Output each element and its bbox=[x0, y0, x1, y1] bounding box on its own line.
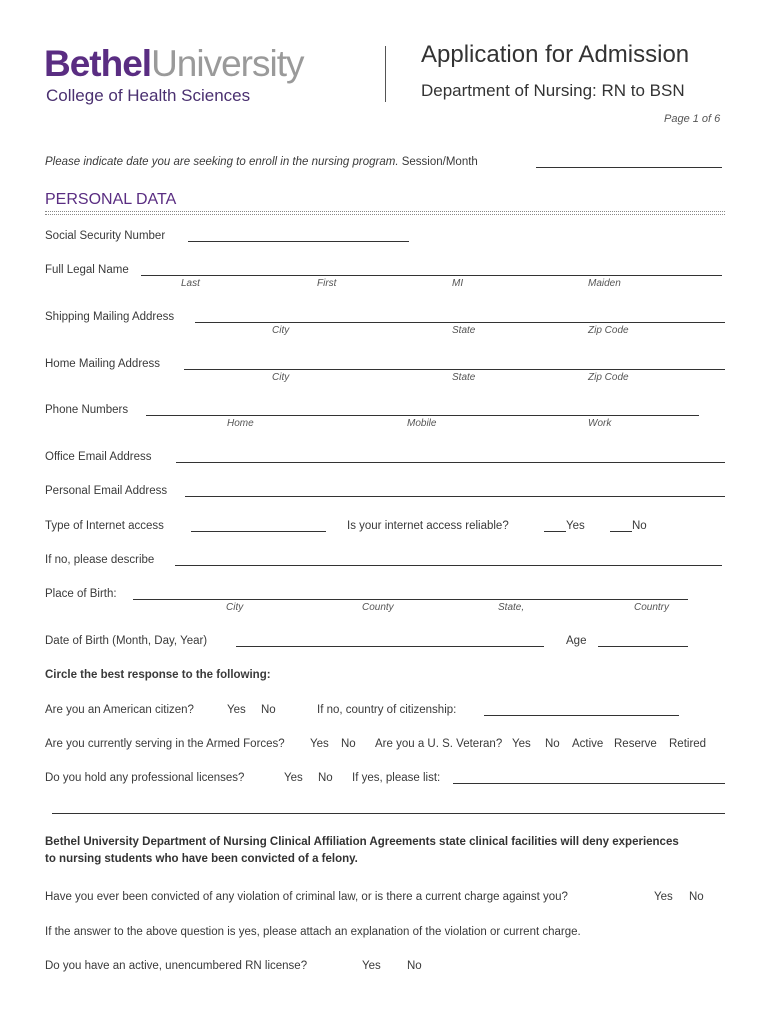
dob-label: Date of Birth (Month, Day, Year) bbox=[45, 635, 208, 647]
reliable-no-blank[interactable] bbox=[610, 531, 632, 532]
ssn-label: Social Security Number bbox=[45, 230, 166, 242]
logo-subtitle: College of Health Sciences bbox=[46, 86, 251, 105]
attach-instruction: If the answer to the above question is yes, please attach an explanation of the violation or current charge. bbox=[45, 926, 581, 938]
rn-yes[interactable]: Yes bbox=[362, 960, 381, 972]
full-name-field[interactable] bbox=[141, 275, 722, 276]
session-month-field[interactable] bbox=[536, 167, 722, 168]
sub-country: Country bbox=[634, 602, 670, 613]
reliable-no-label: No bbox=[632, 520, 647, 532]
phones-field[interactable] bbox=[146, 415, 699, 416]
logo-university: University bbox=[151, 43, 304, 84]
birth-place-field[interactable] bbox=[133, 599, 688, 600]
section-title: PERSONAL DATA bbox=[45, 191, 177, 208]
circle-heading: Circle the best response to the following: bbox=[45, 669, 271, 681]
armed-question: Are you currently serving in the Armed Forces? bbox=[45, 738, 285, 750]
sub-maiden: Maiden bbox=[588, 278, 621, 289]
citizen-no[interactable]: No bbox=[261, 704, 276, 716]
shipping-label: Shipping Mailing Address bbox=[45, 311, 175, 323]
licenses-list-field[interactable] bbox=[453, 783, 725, 784]
sub-mobile: Mobile bbox=[407, 418, 437, 429]
sub-first: First bbox=[317, 278, 337, 289]
page-title: Application for Admission bbox=[421, 41, 690, 68]
sub-state: State bbox=[452, 325, 476, 336]
session-month-label: Session/Month bbox=[401, 156, 478, 168]
sub-home: Home bbox=[227, 418, 254, 429]
licenses-yes[interactable]: Yes bbox=[284, 772, 303, 784]
sub-last: Last bbox=[181, 278, 200, 289]
page-subtitle: Department of Nursing: RN to BSN bbox=[421, 81, 685, 100]
convicted-yes[interactable]: Yes bbox=[654, 891, 673, 903]
licenses-list-field-2[interactable] bbox=[52, 813, 725, 814]
personal-email-label: Personal Email Address bbox=[45, 485, 168, 497]
ssn-field[interactable] bbox=[188, 241, 409, 242]
home-mail-field[interactable] bbox=[184, 369, 725, 370]
enroll-intro-text: Please indicate date you are seeking to enroll in the nursing program. bbox=[45, 156, 399, 168]
reliable-yes-label: Yes bbox=[566, 520, 585, 532]
licenses-no[interactable]: No bbox=[318, 772, 333, 784]
sub-state: State, bbox=[498, 602, 525, 613]
logo bbox=[44, 44, 304, 92]
shipping-field[interactable] bbox=[195, 322, 725, 323]
citizenship-field[interactable] bbox=[484, 715, 679, 716]
rn-no[interactable]: No bbox=[407, 960, 422, 972]
personal-email-field[interactable] bbox=[185, 496, 725, 497]
office-email-field[interactable] bbox=[176, 462, 725, 463]
citizen-question: Are you an American citizen? bbox=[45, 704, 194, 716]
describe-label: If no, please describe bbox=[45, 554, 155, 566]
sub-state: State bbox=[452, 372, 476, 383]
internet-type-field[interactable] bbox=[191, 531, 326, 532]
status-reserve[interactable]: Reserve bbox=[614, 738, 657, 750]
armed-no[interactable]: No bbox=[341, 738, 356, 750]
sub-mi: MI bbox=[452, 278, 464, 289]
veteran-yes[interactable]: Yes bbox=[512, 738, 531, 750]
age-field[interactable] bbox=[598, 646, 688, 647]
citizen-yes[interactable]: Yes bbox=[227, 704, 246, 716]
describe-field[interactable] bbox=[175, 565, 722, 566]
rn-question: Do you have an active, unencumbered RN license? bbox=[45, 960, 308, 972]
header-divider bbox=[385, 46, 386, 102]
phones-label: Phone Numbers bbox=[45, 404, 129, 416]
full-name-label: Full Legal Name bbox=[45, 264, 129, 276]
internet-type-label: Type of Internet access bbox=[45, 520, 164, 532]
status-retired[interactable]: Retired bbox=[669, 738, 707, 750]
sub-county: County bbox=[362, 602, 394, 613]
sub-city: City bbox=[272, 372, 290, 383]
veteran-question: Are you a U. S. Veteran? bbox=[375, 738, 503, 750]
sub-work: Work bbox=[588, 418, 612, 429]
enroll-intro bbox=[45, 156, 478, 168]
veteran-no[interactable]: No bbox=[545, 738, 560, 750]
dob-field[interactable] bbox=[236, 646, 544, 647]
section-rule bbox=[45, 211, 725, 215]
sub-zip: Zip Code bbox=[588, 325, 629, 336]
home-mail-label: Home Mailing Address bbox=[45, 358, 161, 370]
convicted-no[interactable]: No bbox=[689, 891, 704, 903]
felony-notice: Bethel University Department of Nursing Clinical Affiliation Agreements state clinical facilities will deny experiences to nursing students who have been convicted of a felony. bbox=[45, 836, 679, 865]
convicted-question: Have you ever been convicted of any violation of criminal law, or is there a current charge against you? bbox=[45, 891, 568, 903]
citizenship-label: If no, country of citizenship: bbox=[317, 704, 457, 716]
office-email-label: Office Email Address bbox=[45, 451, 152, 463]
sub-zip: Zip Code bbox=[588, 372, 629, 383]
internet-reliable-label: Is your internet access reliable? bbox=[347, 520, 509, 532]
status-active[interactable]: Active bbox=[572, 738, 604, 750]
page-number: Page 1 of 6 bbox=[664, 113, 721, 125]
reliable-yes-blank[interactable] bbox=[544, 531, 566, 532]
logo-bethel: Bethel bbox=[44, 43, 152, 84]
sub-city: City bbox=[272, 325, 290, 336]
licenses-list-label: If yes, please list: bbox=[352, 772, 441, 784]
age-label: Age bbox=[566, 635, 587, 647]
armed-yes[interactable]: Yes bbox=[310, 738, 329, 750]
sub-city: City bbox=[226, 602, 244, 613]
birth-place-label: Place of Birth: bbox=[45, 588, 117, 600]
licenses-question: Do you hold any professional licenses? bbox=[45, 772, 245, 784]
